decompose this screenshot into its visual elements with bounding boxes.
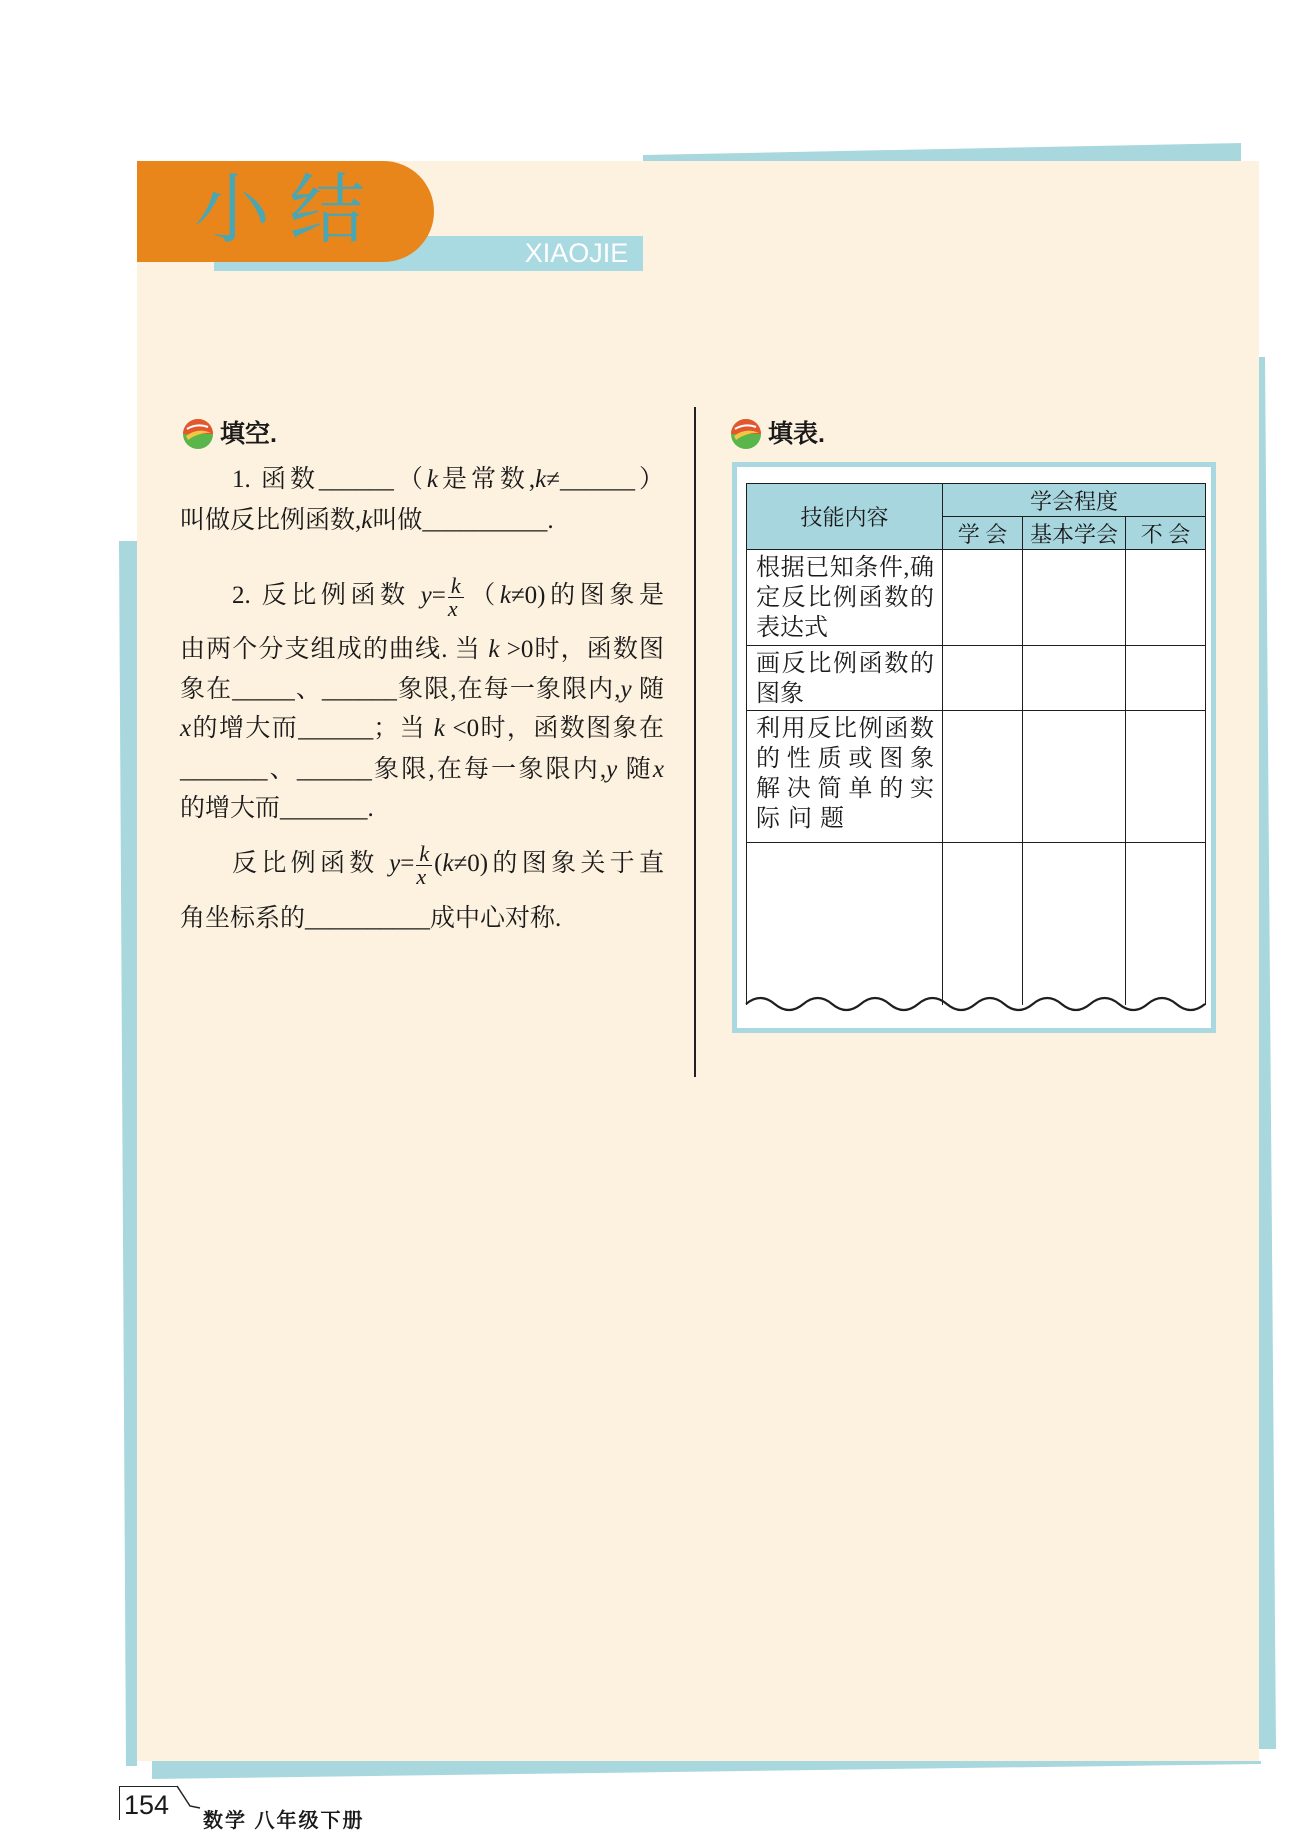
skill-text-line: 定反比例函数的: [756, 585, 934, 611]
rating-cell: [1023, 550, 1126, 646]
rating-cell: [1023, 646, 1126, 711]
math-variable: k: [535, 466, 547, 493]
math-variable: y: [620, 676, 632, 703]
book-title: 数学 八年级下册: [203, 1810, 365, 1832]
skill-cell: [747, 550, 943, 646]
text-run: >0时，函数图: [499, 636, 664, 663]
skill-cell: [747, 646, 943, 711]
skill-text-line: 际问题: [756, 806, 852, 832]
text-run: 叫做反比例函数,: [180, 507, 362, 534]
skill-cell: [747, 711, 943, 843]
text-run: 的增大而______；当: [191, 715, 434, 742]
rating-cell: [1023, 843, 1126, 1005]
text-run: 1. 函数______（: [232, 466, 427, 493]
skill-cell: [747, 843, 943, 1005]
page-tab-arrow-icon: [170, 1780, 202, 1820]
torn-edge-wave: [744, 992, 1208, 1016]
section-bullet-icon: [181, 417, 215, 451]
math-variable: k: [499, 582, 511, 610]
fraction-numerator: k: [416, 843, 432, 866]
text-run: <0时，函数图象在: [444, 715, 664, 742]
page-number: 154: [124, 1790, 170, 1820]
table-row-empty: [747, 843, 1206, 1005]
math-variable: k: [433, 715, 445, 742]
rating-cell: [943, 843, 1023, 1005]
skill-text-line: 画反比例函数的: [756, 651, 934, 677]
fraction-numerator: k: [448, 575, 464, 598]
fraction-denominator: x: [416, 864, 427, 889]
skill-text-line: 解决简单的实: [756, 776, 934, 802]
text-run: 随: [631, 676, 664, 703]
rating-cell: [943, 711, 1023, 843]
text-run: =: [400, 850, 415, 878]
text-run: 反比例函数: [232, 850, 390, 878]
fill-in-heading: 填空.: [220, 420, 277, 448]
rating-cell: [1126, 646, 1206, 711]
rating-cell: [943, 646, 1023, 711]
rating-cell: [1126, 843, 1206, 1005]
math-variable: x: [652, 756, 664, 783]
skill-text-line: 图象: [756, 681, 804, 707]
math-variable: y: [420, 582, 432, 610]
text-run: 的增大而_______.: [180, 795, 374, 822]
exercise-line: [180, 899, 561, 939]
column-divider: [694, 407, 696, 1077]
section-subtitle: XIAOJIE: [524, 238, 629, 268]
text-run: ≠0)的图象是: [510, 582, 664, 610]
fraction-denominator: x: [447, 596, 458, 621]
text-run: 叫做__________.: [372, 507, 554, 534]
fraction: [416, 843, 432, 888]
text-run: 2. 反比例函数: [232, 582, 421, 610]
fill-table-heading: 填表.: [768, 420, 825, 448]
exercise-line: [180, 750, 664, 790]
exercise-line: [180, 789, 374, 829]
section-bullet-icon: [729, 417, 763, 451]
exercise-line: [232, 573, 664, 621]
exercise-line: [232, 841, 664, 889]
skill-text-line: 根据已知条件,确: [756, 555, 934, 581]
math-variable: y: [606, 756, 618, 783]
skill-text-line: 的性质或图象: [756, 746, 934, 772]
header-skill-content: 技能内容: [747, 484, 943, 550]
text-run: 由两个分支组成的曲线. 当: [180, 636, 489, 663]
math-variable: y: [389, 850, 401, 878]
math-variable: x: [180, 715, 192, 742]
skill-text-line: 表达式: [756, 615, 828, 641]
text-run: 随: [617, 756, 653, 783]
math-variable: k: [442, 850, 454, 878]
text-run: =: [431, 582, 446, 610]
rating-cell: [943, 550, 1023, 646]
header-level-mastered: 学 会: [943, 517, 1023, 550]
text-run: ≠0)的图象关于直: [453, 850, 664, 878]
text-run: 是常数,: [438, 466, 536, 493]
skills-table: [746, 483, 1206, 1005]
rating-cell: [1126, 550, 1206, 646]
text-run: _______、______象限,在每一象限内,: [180, 756, 607, 783]
text-run: 象在_____、______象限,在每一象限内,: [180, 676, 621, 703]
section-title: 小结: [194, 165, 384, 254]
math-variable: k: [361, 507, 373, 534]
table-row: [747, 711, 1206, 843]
text-run: ≠______）: [546, 466, 664, 493]
text-run: （: [465, 582, 500, 610]
rating-cell: [1023, 711, 1126, 843]
exercise-line: [180, 630, 664, 670]
header-level-basically-mastered: 基本学会: [1023, 517, 1126, 550]
rating-cell: [1126, 711, 1206, 843]
exercise-line: [232, 460, 664, 500]
text-run: 角坐标系的__________成中心对称.: [180, 905, 562, 932]
table-header-row: [747, 484, 1206, 517]
header-mastery-level: 学会程度: [943, 484, 1206, 517]
table-row: [747, 646, 1206, 711]
math-variable: k: [488, 636, 500, 663]
exercise-line: [180, 709, 664, 749]
table-row: [747, 550, 1206, 646]
exercise-line: [180, 501, 554, 541]
fraction: [448, 575, 464, 620]
skill-text-line: 利用反比例函数: [756, 716, 934, 742]
exercise-line: [180, 670, 664, 710]
math-variable: k: [426, 466, 438, 493]
text-run: (: [434, 850, 443, 878]
header-level-not-mastered: 不 会: [1126, 517, 1206, 550]
